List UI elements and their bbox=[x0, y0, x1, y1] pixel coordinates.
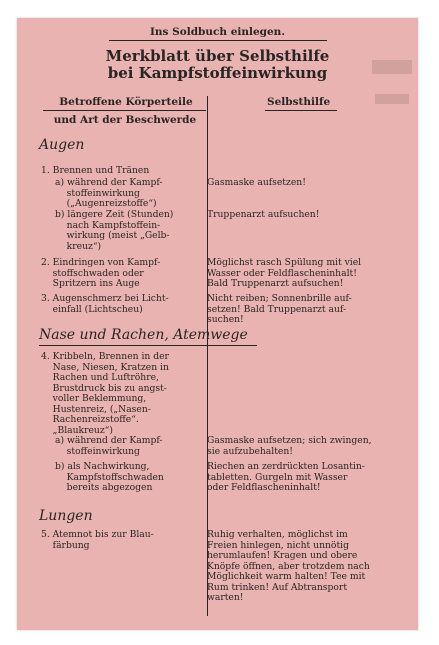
divider bbox=[109, 40, 327, 41]
section-heading-lungen: Lungen bbox=[39, 508, 93, 524]
divider bbox=[43, 110, 206, 111]
divider bbox=[39, 345, 257, 346]
item-3-right: Nicht reiben; Sonnenbrille auf- setzen! Bald Truppenarzt auf- suchen! bbox=[207, 293, 352, 325]
item-5-left: 5. Atemnot bis zur Blau- färbung bbox=[41, 529, 154, 551]
section-heading-nase: Nase und Rachen, Atemwege bbox=[39, 327, 248, 343]
title-line-2: bei Kampfstoffeinwirkung bbox=[107, 64, 328, 82]
item-4-heading: 4. Kribbeln, Brennen in der Nase, Niesen, Kratzen in Rachen und Luftröhre, Brustdruck bis zu angst- voller Beklemmung, Hustenreiz, („Nasen- Rachenreizstoffe“. „Blaukreuz“) bbox=[41, 351, 169, 436]
item-1b-right: Truppenarzt aufsuchen! bbox=[207, 209, 320, 220]
item-2-right: Möglichst rasch Spülung mit viel Wasser oder Feldflascheninhalt! Bald Truppenarzt aufsuchen! bbox=[207, 257, 362, 289]
insert-note: Ins Soldbuch einlegen. bbox=[150, 26, 285, 38]
item-1a-right: Gasmaske aufsetzen! bbox=[207, 177, 306, 188]
item-1-heading: 1. Brennen und Tränen bbox=[41, 165, 150, 176]
section-heading-augen: Augen bbox=[39, 137, 85, 153]
column-header-right: Selbsthilfe bbox=[267, 96, 331, 108]
item-5-right: Ruhig verhalten, möglichst im Freien hinlegen, nicht unnötig herumlaufen! Kragen und obere Knöpfe öffnen, aber trotzdem nach Möglichkeit warm halten! Tee mit Rum trinken! Auf Abtransport warten! bbox=[207, 529, 370, 603]
column-header-left-sub: und Art der Beschwerde bbox=[53, 114, 197, 126]
divider bbox=[265, 110, 337, 111]
show-through-stamp bbox=[367, 54, 417, 134]
column-header-left: Betroffene Körperteile bbox=[59, 96, 193, 108]
leaflet-sheet bbox=[17, 18, 418, 630]
page-title bbox=[17, 48, 418, 82]
item-2-left: 2. Eindringen von Kampf- stoffschwaden oder Spritzern ins Auge bbox=[41, 257, 161, 289]
item-1b-left: b) längere Zeit (Stunden) nach Kampfstoffein- wirkung (meist „Gelb- kreuz“) bbox=[55, 209, 174, 252]
item-3-left: 3. Augenschmerz bei Licht- einfall (Lichtscheu) bbox=[41, 293, 169, 315]
item-4a-left: a) während der Kampf- stoffeinwirkung bbox=[55, 435, 163, 457]
item-4a-right: Gasmaske aufsetzen; sich zwingen, sie aufzubehalten! bbox=[207, 435, 372, 457]
item-1a-left: a) während der Kampf- stoffeinwirkung („Augenreizstoffe“) bbox=[55, 177, 163, 209]
title-line-1: Merkblatt über Selbsthilfe bbox=[105, 47, 330, 65]
item-4b-right: Riechen an zerdrückten Losantin- tabletten. Gurgeln mit Wasser oder Feldflascheninhalt! bbox=[207, 461, 365, 493]
item-4b-left: b) als Nachwirkung, Kampfstoffschwaden bereits abgezogen bbox=[55, 461, 164, 493]
